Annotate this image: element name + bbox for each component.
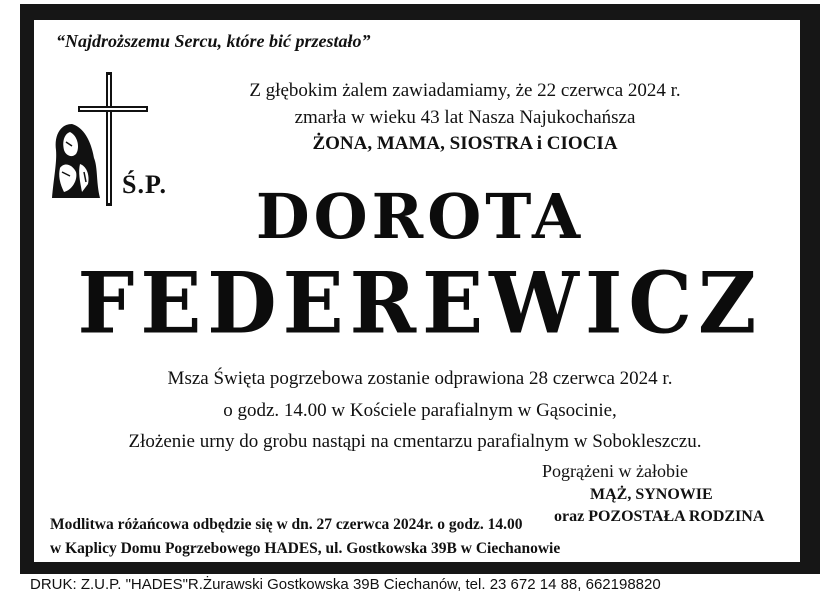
rosary-line-2: w Kaplicy Domu Pogrzebowego HADES, ul. Gostkowska 39B w Ciechanowie: [50, 540, 561, 557]
announcement-relations: ŻONA, MAMA, SIOSTRA i CIOCIA: [312, 133, 618, 154]
sp-prefix: Ś.P.: [122, 170, 167, 199]
announcement-line-2: zmarła w wieku 43 lat Nasza Najukochańsza: [294, 107, 636, 128]
mass-line-3: Złożenie urny do grobu nastąpi na cmentarzu parafialnym w Sobokleszczu.: [128, 431, 702, 452]
mass-line-1: Msza Święta pogrzebowa zostanie odprawiona 28 czerwca 2024 r.: [167, 368, 673, 389]
announcement-line-1: Z głębokim żalem zawiadamiamy, że 22 czerwca 2024 r.: [249, 80, 681, 101]
printer-info: DRUK: Z.U.P. "HADES"R.Żurawski Gostkowska 39B Ciechanów, tel. 23 672 14 88, 662198820: [30, 576, 661, 593]
mourners-line-1: MĄŻ, SYNOWIE: [590, 486, 713, 503]
motto: “Najdroższemu Sercu, które bić przestało”: [56, 31, 371, 51]
rosary-line-1: Modlitwa różańcowa odbędzie się w dn. 27 czerwca 2024r. o godz. 14.00: [50, 516, 523, 533]
mourners-heading: Pogrążeni w żałobie: [542, 461, 688, 481]
mourners-line-2: oraz POZOSTAŁA RODZINA: [554, 508, 765, 525]
deceased-last-name: FEDEREWICZ: [77, 253, 763, 353]
mass-line-2: o godz. 14.00 w Kościele parafialnym w Gąsocinie,: [223, 400, 617, 421]
deceased-first-name: DOROTA: [255, 180, 585, 253]
